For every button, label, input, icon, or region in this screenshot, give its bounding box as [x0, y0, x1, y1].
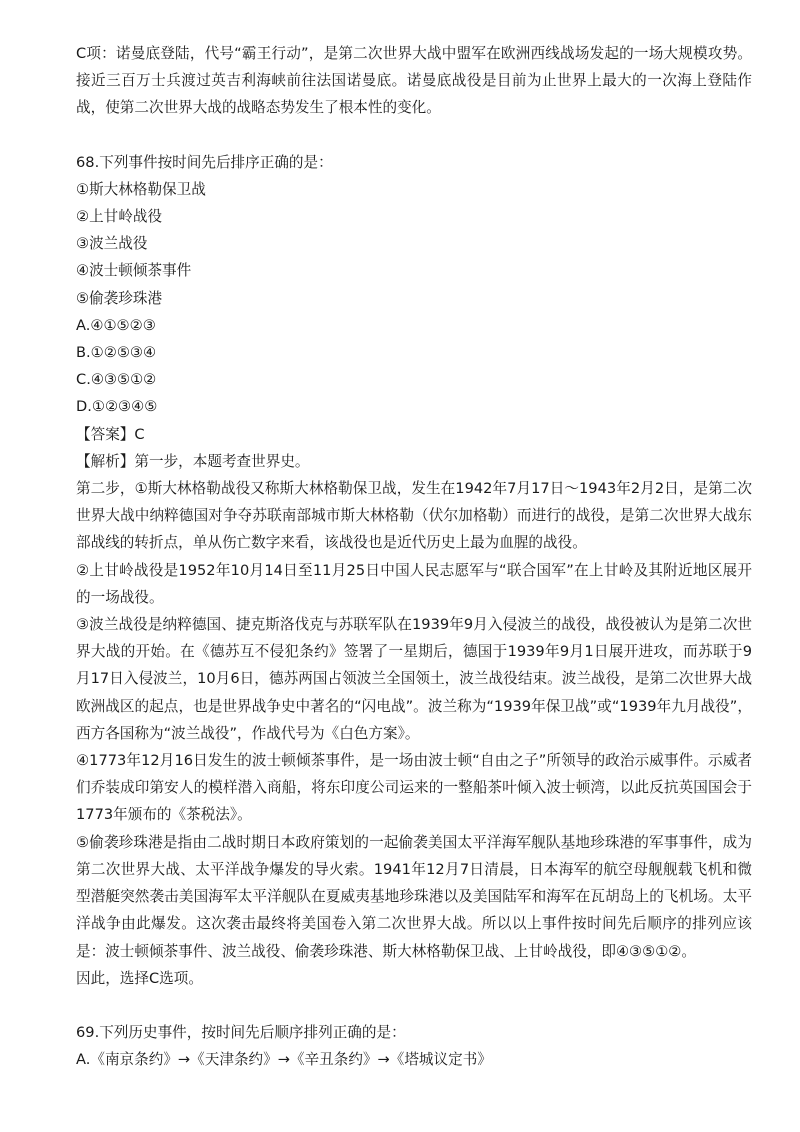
analysis-paragraph: ⑤偷袭珍珠港是指由二战时期日本政府策划的一起偷袭美国太平洋海军舰队基地珍珠港的军事事件，成为第二次世界大战、太平洋战争爆发的导火索。1941年12月7日清晨，日本海军的航空母舰舰载飞机和微型潜艇突然袭击美国海军太平洋舰队在夏威夷基地珍珠港以及美国陆军和海军在瓦胡岛上的飞机场。太平洋战争由此爆发。这次袭击最终将美国卷入第二次世界大战。所以以上事件按时间先后顺序的排列应该是：波士顿倾茶事件、波兰战役、偷袭珍珠港、斯大林格勒保卫战、上甘岭战役，即④③⑤①②。 — [76, 833, 752, 960]
answer-option-d: D.①②③④⑤ — [76, 398, 158, 416]
question-69-stem: 69.下列历史事件，按时间先后顺序排列正确的是： — [76, 1023, 406, 1041]
paragraph-gap — [76, 992, 752, 1019]
document-page — [76, 40, 752, 1073]
event-item: ②上甘岭战役 — [76, 208, 163, 226]
event-item: ⑤偷袭珍珠港 — [76, 289, 163, 307]
event-item: ④波士顿倾茶事件 — [76, 262, 192, 280]
answer-option-a: A.《南京条约》→《天津条约》→《辛丑条约》→《塔城议定书》 — [76, 1051, 492, 1069]
analysis-conclusion: 因此，选择C选项。 — [76, 969, 203, 987]
answer-option-c: C.④③⑤①② — [76, 371, 157, 389]
event-item: ①斯大林格勒保卫战 — [76, 180, 206, 198]
answer-line: 【答案】C — [76, 425, 145, 443]
analysis-heading: 【解析】第一步，本题考查世界史。 — [76, 452, 310, 470]
answer-option-b: B.①②⑤③④ — [76, 344, 157, 362]
analysis-paragraph: ②上甘岭战役是1952年10月14日至11月25日中国人民志愿军与“联合国军”在上甘岭及其附近地区展开的一场战役。 — [76, 561, 752, 606]
analysis-paragraph: 第二步，①斯大林格勒战役又称斯大林格勒保卫战，发生在1942年7月17日～1943年2月2日，是第二次世界大战中纳粹德国对争夺苏联南部城市斯大林格勒（伏尔加格勒）而进行的战役，是第二次世界大战东部战线的转折点，单从伤亡数字来看，该战役也是近代历史上最为血腥的战役。 — [76, 480, 752, 552]
question-68-stem: 68.下列事件按时间先后排序正确的是： — [76, 153, 333, 171]
option-c-explanation: C项：诺曼底登陆，代号“霸王行动”，是第二次世界大战中盟军在欧洲西线战场发起的一场大规模攻势。接近三百万士兵渡过英吉利海峡前往法国诺曼底。诺曼底战役是目前为止世界上最大的一次海上登陆作战，使第二次世界大战的战略态势发生了根本性的变化。 — [76, 45, 752, 117]
analysis-paragraph: ③波兰战役是纳粹德国、捷克斯洛伐克与苏联军队在1939年9月入侵波兰的战役，战役被认为是第二次世界大战的开始。在《德苏互不侵犯条约》签署了一星期后，德国于1939年9月1日展开进攻，而苏联于9月17日入侵波兰，10月6日，德苏两国占领波兰全国领土，波兰战役结束。波兰战役，是第二次世界大战欧洲战区的起点，也是世界战争史中著名的“闪电战”。波兰称为“1939年保卫战”或“1939年九月战役”，西方各国称为“波兰战役”，作战代号为《白色方案》。 — [76, 616, 752, 742]
event-item: ③波兰战役 — [76, 235, 148, 253]
answer-option-a: A.④①⑤②③ — [76, 316, 156, 334]
paragraph-gap — [76, 122, 752, 149]
analysis-paragraph: ④1773年12月16日发生的波士顿倾茶事件，是一场由波士顿“自由之子”所领导的政治示威事件。示威者们乔装成印第安人的模样潜入商船，将东印度公司运来的一整船茶叶倾入波士顿湾，以此反抗英国国会于1773年颁布的《茶税法》。 — [76, 752, 752, 824]
